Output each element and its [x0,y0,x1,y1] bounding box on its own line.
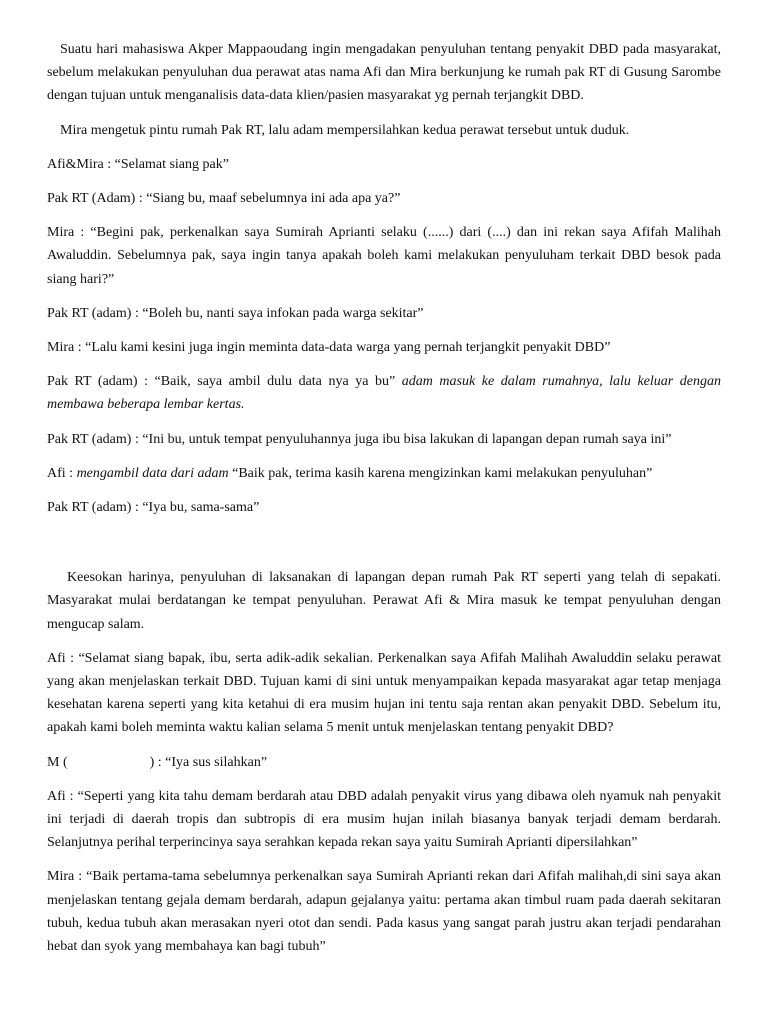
dialogue-pak-rt-location: Pak RT (adam) : “Ini bu, untuk tempat penyuluhannya juga ibu bisa lakukan di lapangan depan rumah saya ini” [47,431,672,447]
document-page [47,38,721,969]
dialogue-afi-thanks [47,462,721,485]
dialogue-afi-mira-greeting: Afi&Mira : “Selamat siang pak” [47,156,229,172]
dialogue-pak-rt-agree: Pak RT (adam) : “Boleh bu, nanti saya infokan pada warga sekitar” [47,305,424,321]
dialogue-text: “Baik pak, terima kasih karena mengizinkan kami melakukan penyuluhan” [228,465,653,481]
dialogue-mira-introduction: Mira : “Begini pak, perkenalkan saya Sumirah Aprianti selaku (......) dari (....) dan ini rekan saya Afifah Malihah Awaluddin. Sebelumnya pak, saya ingin tanya apakah boleh kami melakukan penyuluham terkait DBD besok pada siang hari?” [47,225,721,287]
paragraph-knock: Mira mengetuk pintu rumah Pak RT, lalu adam mempersilahkan kedua perawat tersebut untuk duduk. [60,122,630,138]
dialogue-audience-reply [47,751,721,774]
dialogue-pak-rt-welcome: Pak RT (adam) : “Iya bu, sama-sama” [47,500,260,516]
paragraph-next-day: Keesokan harinya, penyuluhan di laksanakan di lapangan depan rumah Pak RT seperti yang telah di sepakati. Masyarakat mulai berdatangan ke tempat penyuluhan. Perawat Afi & Mira masuk ke tempat penyuluhan dengan mengucap salam. [47,570,721,632]
dialogue-afi-explanation: Afi : “Seperti yang kita tahu demam berdarah atau DBD adalah penyakit virus yang dibawa oleh nyamuk nah penyakit ini terjadi di daerah tropis dan subtropis di era musim hujan inilah biasanya banyak terjadi demam berdarah. Selanjutnya perihal terperincinya saya serahkan kepada rekan saya yaitu Sumirah Aprianti dipersilahkan” [47,788,721,851]
section-spacer [47,530,721,566]
dialogue-text: Pak RT (adam) : “Baik, saya ambil dulu data nya ya bu” [47,374,402,390]
speaker-label: Afi : [47,465,77,481]
dialogue-pak-rt-reply: Pak RT (Adam) : “Siang bu, maaf sebelumnya ini ada apa ya?” [47,191,401,207]
dialogue-afi-opening: Afi : “Selamat siang bapak, ibu, serta adik-adik sekalian. Perkenalkan saya Afifah Malihah Awaluddin selaku perawat yang akan menjelaskan terkait DBD. Tujuan kami di sini untuk menyampaikan kepada masyarakat agar tetap menjaga kesehatan karena seperti yang kita ketahui di era musim hujan ini tentu saja rentan akan penyakit DBD. Sebelum itu, apakah kami boleh meminta waktu kalian selama 5 menit untuk menjelaskan tentang penyakit DBD? [47,650,721,736]
dialogue-text: ) : “Iya sus silahkan” [149,754,268,770]
stage-direction: adam masuk ke dalam rumahnya, lalu keluar dengan membawa beberapa lembar kertas. [47,374,721,413]
speaker-label: M ( [47,754,68,770]
dialogue-pak-rt-fetch-data [47,370,721,416]
stage-direction: mengambil data dari adam [76,465,229,481]
paragraph-intro: Suatu hari mahasiswa Akper Mappaoudang ingin mengadakan penyuluhan tentang penyakit DBD pada masyarakat, sebelum melakukan penyuluhan dua perawat atas nama Afi dan Mira berkunjung ke rumah pak RT di Gusung Sarombe dengan tujuan untuk menganalisis data-data klien/pasien masyarakat yg pernah terjangkit DBD. [47,42,721,104]
dialogue-mira-request-data: Mira : “Lalu kami kesini juga ingin meminta data-data warga yang pernah terjangkit penyakit DBD” [47,340,611,356]
dialogue-mira-symptoms: Mira : “Baik pertama-tama sebelumnya perkenalkan saya Sumirah Aprianti rekan dari Afifah malihah,di sini saya akan menjelaskan tentang gejala demam berdarah, adapun gejalanya yaitu: pertama akan timbul ruam pada daerah sekitaran tubuh, kedua tubuh akan merasakan nyeri otot dan sendi. Pada kasus yang sangat parah justru akan terjadi pendarahan hebat dan syok yang membahaya kan bagi tubuh” [47,869,721,955]
